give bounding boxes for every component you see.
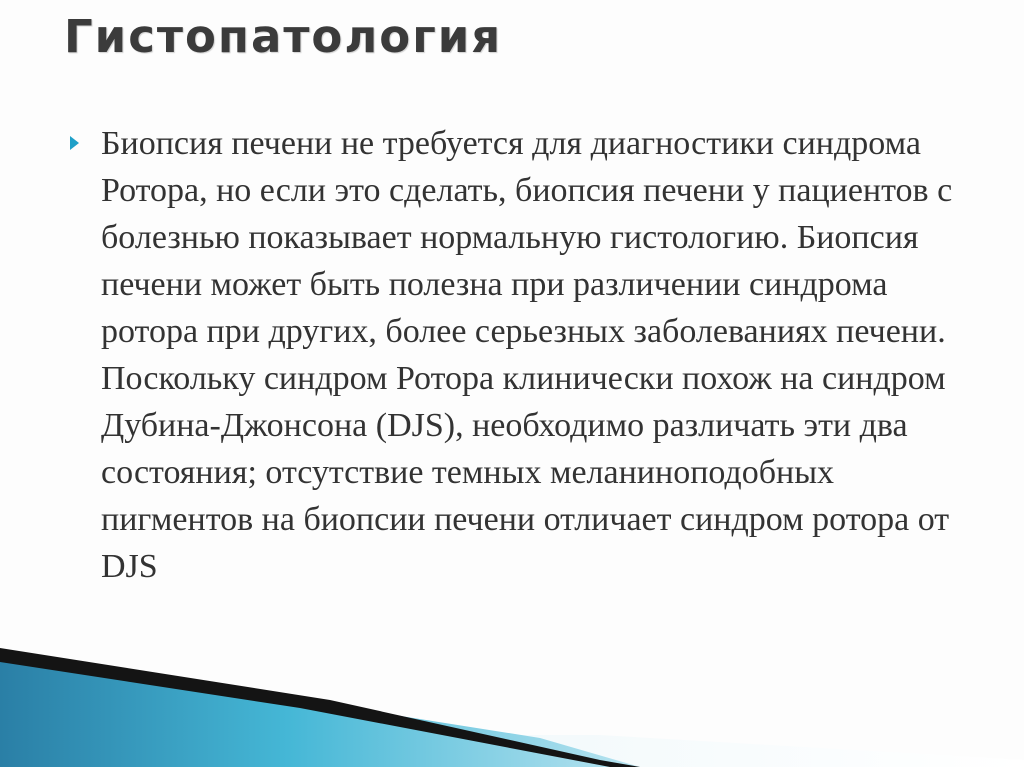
bullet-text: Биопсия печени не требуется для диагностики синдрома Ротора, но если это сделать, биопсия печени у пациентов с болезнью показывает нормальную гистологию. Биопсия печени может быть полезна при различении синдрома ротора при других, более серьезных заболеваниях печени. Поскольку синдром Ротора клинически похож на синдром Дубина-Джонсона (DJS), необходимо различать эти два состояния; отсутствие темных меланиноподобных пигментов на биопсии печени отличает синдром ротора от DJS [101,125,953,585]
slide-title: Гистопатология [64,10,503,63]
